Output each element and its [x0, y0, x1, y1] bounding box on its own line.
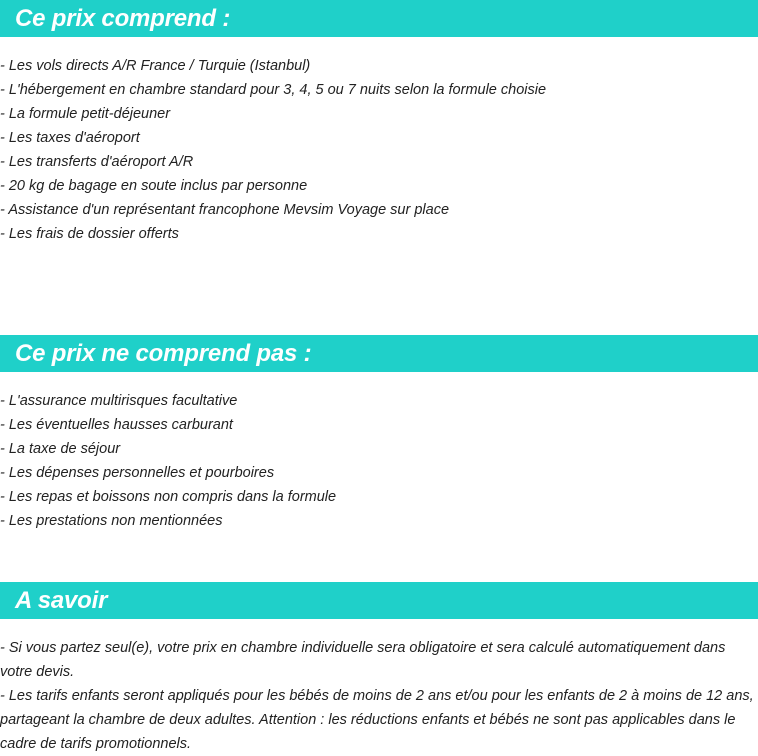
section-price-excludes	[0, 335, 758, 533]
section-price-includes	[0, 0, 758, 246]
info-paragraph: - Si vous partez seul(e), votre prix en chambre individuelle sera obligatoire et sera calculé automatiquement dans votre devis.	[0, 640, 726, 680]
section-title-info: A savoir	[15, 586, 108, 614]
section-title-excludes: Ce prix ne comprend pas :	[15, 339, 312, 367]
section-title-includes: Ce prix comprend :	[15, 4, 231, 32]
list-item: - Les dépenses personnelles et pourboires	[0, 465, 275, 481]
list-item: - Les vols directs A/R France / Turquie (Istanbul)	[0, 58, 311, 74]
info-paragraph: - Les tarifs enfants seront appliqués pour les bébés de moins de 2 ans et/ou pour les enfants de 2 à moins de 12 ans, partageant la chambre de deux adultes. Attention : les réductions enfants et bébés ne sont pas applicables dans le cadre de tarifs promotionnels.	[0, 688, 754, 752]
excludes-list	[0, 389, 758, 533]
list-item: - 20 kg de bagage en soute inclus par personne	[0, 178, 308, 194]
list-item: - La taxe de séjour	[0, 441, 121, 457]
list-item: - La formule petit-déjeuner	[0, 106, 171, 122]
list-item: - Les transferts d'aéroport A/R	[0, 154, 194, 170]
list-item: - Assistance d'un représentant francophone Mevsim Voyage sur place	[0, 202, 450, 218]
list-item: - L'assurance multirisques facultative	[0, 393, 238, 409]
list-item: - Les éventuelles hausses carburant	[0, 417, 233, 433]
section-header-bar	[0, 582, 758, 619]
list-item: - Les frais de dossier offerts	[0, 226, 179, 242]
list-item: - Les taxes d'aéroport	[0, 130, 140, 146]
info-content	[0, 636, 758, 756]
list-item: - Les prestations non mentionnées	[0, 513, 223, 529]
section-good-to-know	[0, 582, 758, 756]
list-item: - Les repas et boissons non compris dans la formule	[0, 489, 337, 505]
section-header-bar	[0, 335, 758, 372]
section-header-bar	[0, 0, 758, 37]
includes-list	[0, 54, 758, 246]
list-item: - L'hébergement en chambre standard pour 3, 4, 5 ou 7 nuits selon la formule choisie	[0, 82, 547, 98]
